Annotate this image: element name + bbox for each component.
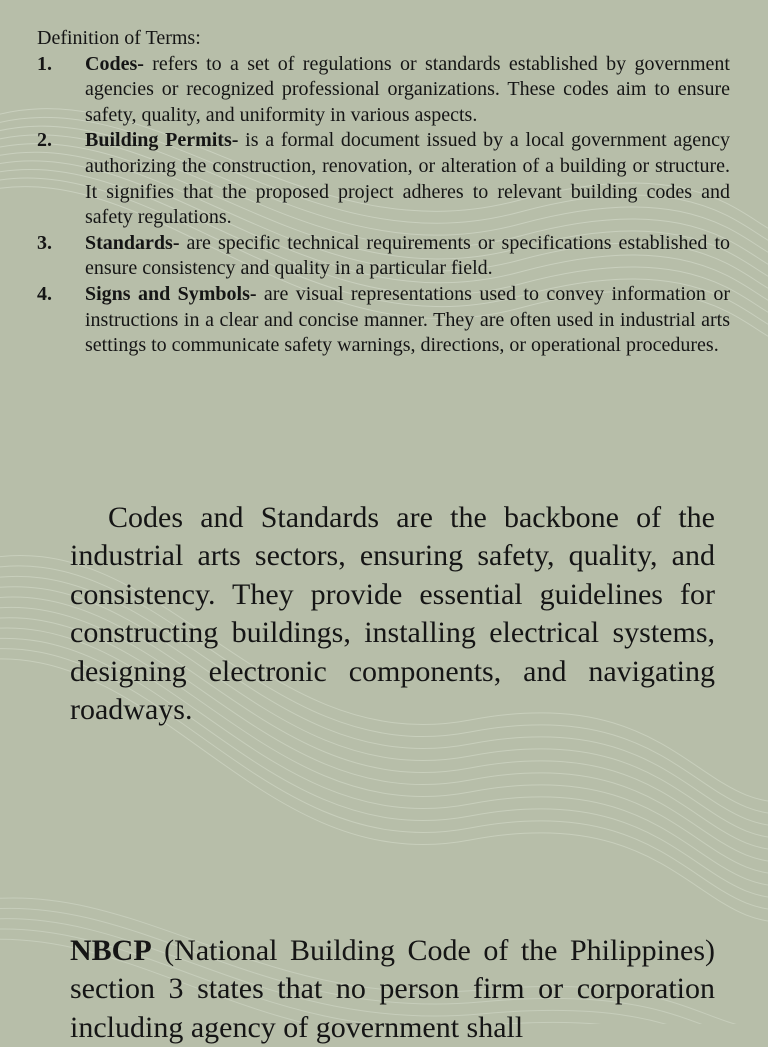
- list-item-body: [85, 128, 730, 230]
- term-name: Codes-: [85, 52, 144, 75]
- nbcp-acronym: NBCP: [70, 934, 152, 967]
- nbcp-paragraph-text: (National Building Code of the Philippines) section 3 states that no person firm or corporation including agency of government shall: [70, 934, 715, 1044]
- term-definition: is a formal document issued by a local government agency authorizing the construction, renovation, or alteration of a building or structure. It signifies that the proposed project adheres to relevant building codes and safety regulations.: [85, 129, 731, 229]
- list-item-number: 1.: [37, 52, 52, 75]
- term-name: Signs and Symbols-: [85, 282, 257, 305]
- list-item-body: [85, 52, 730, 129]
- nbcp-paragraph: [70, 932, 715, 1047]
- list-item: [37, 231, 730, 282]
- list-item-body: [85, 282, 730, 359]
- list-item-number: 4.: [37, 282, 52, 305]
- definitions-heading: Definition of Terms:: [37, 27, 201, 49]
- codes-standards-paragraph: Codes and Standards are the backbone of the industrial arts sectors, ensuring safety, quality, and consistency. They provide essential guidelines for constructing buildings, installing electrical systems, designing electronic components, and navigating roadways.: [70, 501, 715, 727]
- list-item-number: 3.: [37, 231, 52, 254]
- definitions-list: [37, 52, 730, 359]
- term-name: Building Permits-: [85, 129, 239, 152]
- list-item: [37, 282, 730, 359]
- list-item: [37, 52, 730, 129]
- term-name: Standards-: [85, 231, 180, 254]
- term-definition: are specific technical requirements or specifications established to ensure consistency and quality in a particular field.: [85, 231, 730, 280]
- list-item-number: 2.: [37, 129, 52, 152]
- list-item-body: [85, 231, 730, 282]
- term-definition: refers to a set of regulations or standards established by government agencies or recognized professional organizations. These codes aim to ensure safety, quality, and uniformity in various aspects.: [85, 52, 730, 126]
- list-item: [37, 128, 730, 230]
- definition-of-terms-section: [37, 26, 730, 359]
- term-definition: are visual representations used to convey information or instructions in a clear and concise manner. They are often used in industrial arts settings to communicate safety warnings, directions, or operational procedures.: [85, 282, 730, 357]
